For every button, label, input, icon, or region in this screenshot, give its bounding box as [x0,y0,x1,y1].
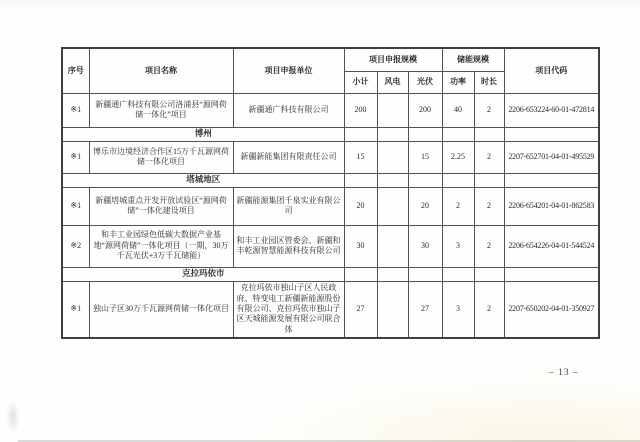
page-number: – 13 – [549,368,579,378]
section-empty-cell [442,173,474,187]
section-empty-cell [504,127,599,141]
cell-duration: 2 [474,93,504,127]
cell-pv: 20 [408,187,442,225]
cell-wind [377,281,408,338]
section-empty-cell [377,173,408,187]
cell-seq: ※1 [62,281,89,338]
cell-power: 2.25 [442,141,474,173]
section-row [62,173,599,187]
table-row [62,187,599,225]
cell-duration: 2 [474,225,504,267]
cell-project-name: 博乐市边境经济合作区15万千瓦源网荷储一体化项目 [89,141,233,173]
section-empty-cell [442,267,474,281]
section-empty-cell [377,127,408,141]
cell-seq: ※2 [62,225,89,267]
cell-applicant: 新疆通广科技有限公司 [233,93,344,127]
cell-power: 2 [442,187,474,225]
table-row [62,93,599,127]
cell-project-name: 新疆塔城重点开发开放试验区“源网荷储”一体化建设项目 [89,187,233,225]
cell-seq: ※1 [62,93,89,127]
header-pv: 光伏 [408,71,442,93]
table-row [62,281,599,338]
cell-pv: 30 [408,225,442,267]
cell-subtotal: 20 [344,187,377,225]
cell-applicant: 和丰工业园区管委会、新疆和丰乾源智慧能源科技有限公司 [233,225,344,267]
cell-power: 40 [442,93,474,127]
section-empty-cell [474,127,504,141]
cell-applicant: 克拉玛依市独山子区人民政府、特变电工新疆新能源股份有限公司、克拉玛依市独山子区天城能源发展有限公司联合体 [233,281,344,338]
section-empty-cell [442,127,474,141]
cell-duration: 2 [474,141,504,173]
section-empty-cell [408,173,442,187]
section-title: 博州 [62,127,344,141]
cell-project-name: 和丰工业园绿色低碳大数据产业基地“源网荷储”一体化项目（一期，30万千瓦光伏+3万千瓦储能） [89,225,233,267]
section-empty-cell [474,173,504,187]
header-applicant: 项目申报单位 [233,48,344,93]
cell-duration: 2 [474,187,504,225]
section-empty-cell [344,173,377,187]
header-group-declared-scale: 项目申报规模 [344,48,442,71]
cell-wind [377,93,408,127]
cell-wind [377,141,408,173]
section-empty-cell [344,127,377,141]
header-power: 功率 [442,71,474,93]
project-declaration-table [61,47,600,339]
cell-subtotal: 30 [344,225,377,267]
cell-power: 3 [442,281,474,338]
cell-applicant: 新疆新能集团有限责任公司 [233,141,344,173]
cell-project-code: 2206-654226-04-01-544524 [504,225,599,267]
cell-pv: 27 [408,281,442,338]
section-empty-cell [408,127,442,141]
section-empty-cell [377,267,408,281]
cell-pv: 15 [408,141,442,173]
cell-wind [377,187,408,225]
cell-duration: 2 [474,281,504,338]
section-empty-cell [504,267,599,281]
cell-project-code: 2207-652701-04-01-495529 [504,141,599,173]
section-row [62,127,599,141]
section-empty-cell [344,267,377,281]
section-title: 克拉玛依市 [62,267,344,281]
header-project-name: 项目名称 [89,48,233,93]
section-title: 塔城地区 [62,173,344,187]
section-empty-cell [474,267,504,281]
cell-seq: ※1 [62,141,89,173]
scan-artifact-smudge [6,400,20,434]
section-row [62,267,599,281]
header-seq: 序号 [62,48,89,93]
cell-subtotal: 15 [344,141,377,173]
table-row [62,141,599,173]
cell-project-name: 新疆通广科技有限公司洛浦县“源网荷储一体化”项目 [89,93,233,127]
cell-wind [377,225,408,267]
cell-project-name: 独山子区30万千瓦源网荷储一体化项目 [89,281,233,338]
cell-subtotal: 200 [344,93,377,127]
section-empty-cell [504,173,599,187]
header-duration: 时长 [474,71,504,93]
header-wind: 风电 [377,71,408,93]
table-row [62,225,599,267]
cell-applicant: 新疆能源集团千泉实业有限公司 [233,187,344,225]
header-subtotal: 小计 [344,71,377,93]
cell-seq: ※1 [62,187,89,225]
cell-project-code: 2206-653224-60-01-472814 [504,93,599,127]
section-empty-cell [408,267,442,281]
cell-project-code: 2206-654201-04-01-862583 [504,187,599,225]
table-header-group-row [62,48,599,71]
header-group-storage-scale: 储能规模 [442,48,504,71]
header-project-code: 项目代码 [504,48,599,93]
cell-pv: 200 [408,93,442,127]
cell-power: 3 [442,225,474,267]
cell-project-code: 2207-650202-04-01-350927 [504,281,599,338]
cell-subtotal: 27 [344,281,377,338]
